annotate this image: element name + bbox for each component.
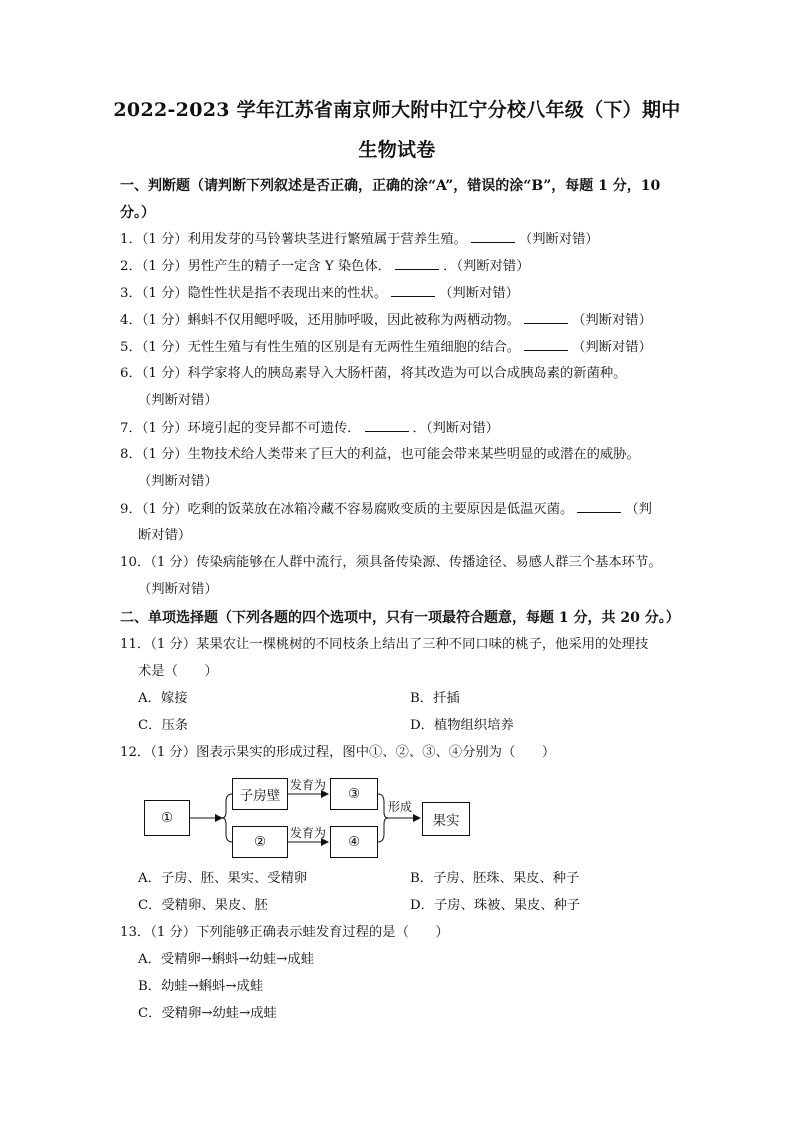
answer-blank (577, 499, 621, 513)
question-8-cont: （判断对错） (138, 474, 218, 489)
section2-heading: 二、单项选择题（下列各题的四个选项中，只有一项最符合题意，每题 1 分，共 20 分。） (120, 610, 680, 626)
left-brace (222, 794, 232, 842)
label-develop-1: 发育为 (290, 778, 327, 792)
question-6: 6．（1 分）科学家将人的胰岛素导入大肠杆菌，将其改造为可以合成胰岛素的新菌种。 (120, 366, 627, 381)
page-title-line1: 2022-2023 学年江苏省南京师大附中江宁分校八年级（下）期中 (113, 99, 681, 121)
option-a: A．嫁接 (138, 691, 188, 706)
label-form: 形成 (388, 800, 413, 814)
question-text: 9．（1 分）吃剩的饭菜放在冰箱冷藏不容易腐败变质的主要原因是低温灭菌。 (120, 502, 574, 517)
box-3: ③ (330, 778, 378, 810)
option-a: A．子房、胚、果实、受精卵 (138, 871, 308, 886)
box-1: ① (144, 800, 190, 836)
question-text: 7．（1 分）环境引起的变异都不可遗传． (120, 421, 361, 436)
fruit-formation-diagram (140, 772, 480, 864)
answer-blank (524, 337, 568, 351)
question-8: 8．（1 分）生物技术给人类带来了巨大的利益，也可能会带来某些明显的或潜在的威胁。 (120, 447, 640, 462)
question-9 (120, 499, 652, 520)
section1-heading-cont: 分。） (120, 205, 155, 221)
answer-blank (391, 283, 435, 297)
section1-heading: 一、判断题（请判断下列叙述是否正确，正确的涂“A”，错误的涂“B”，每题 1 分，10 (120, 178, 661, 194)
question-1 (120, 229, 599, 250)
question-text: 3．（1 分）隐性性状是指不表现出来的性状。 (120, 286, 388, 301)
question-13: 13．（1 分）下列能够正确表示蛙发育过程的是（ ） (120, 925, 449, 940)
option-b: B．幼蛙→蝌蚪→成蛙 (138, 979, 264, 994)
question-tail: ．（判断对错） (443, 259, 530, 274)
answer-blank (524, 310, 568, 324)
question-11: 11．（1 分）某果农让一棵桃树的不同枝条上结出了三种不同口味的桃子，他采用的处理技 (120, 637, 649, 652)
right-brace (378, 794, 388, 842)
option-d: D．植物组织培养 (410, 718, 514, 733)
box-ovary-wall: 子房壁 (232, 778, 288, 810)
question-text: 2．（1 分）男性产生的精子一定含 Y 染色体． (120, 259, 392, 274)
question-11-cont: 术是（ ） (138, 664, 218, 679)
question-text: 1．（1 分）利用发芽的马铃薯块茎进行繁殖属于营养生殖。 (120, 232, 467, 247)
question-text: 5．（1 分）无性生殖与有性生殖的区别是有无两性生殖细胞的结合。 (120, 340, 521, 355)
box-2: ② (232, 826, 288, 858)
question-10-cont: （判断对错） (138, 582, 218, 597)
question-tail: ．（判断对错） (412, 421, 499, 436)
option-d: D．子房、珠被、果皮、种子 (410, 898, 581, 913)
question-tail: （判断对错） (572, 340, 652, 355)
page-title-line2: 生物试卷 (358, 139, 436, 161)
box-4: ④ (330, 826, 378, 858)
answer-blank (395, 256, 439, 270)
question-5 (120, 337, 652, 358)
question-tail: （判 (625, 502, 652, 517)
question-4 (120, 310, 652, 331)
question-7 (120, 418, 499, 439)
option-a: A．受精卵→蝌蚪→幼蛙→成蛙 (138, 952, 314, 967)
option-c: C．压条 (138, 718, 189, 733)
question-text: 4．（1 分）蝌蚪不仅用鳃呼吸，还用肺呼吸，因此被称为两栖动物。 (120, 313, 521, 328)
question-9-cont: 断对错） (138, 528, 192, 543)
question-10: 10．（1 分）传染病能够在人群中流行，须具备传染源、传播途径、易感人群三个基本环节。 (120, 555, 662, 570)
label-develop-2: 发育为 (290, 826, 327, 840)
question-6-cont: （判断对错） (138, 393, 218, 408)
question-tail: （判断对错） (439, 286, 519, 301)
answer-blank (365, 418, 409, 432)
box-fruit: 果实 (422, 802, 470, 836)
question-2 (120, 256, 530, 277)
answer-blank (471, 229, 515, 243)
option-c: C．受精卵→幼蛙→成蛙 (138, 1006, 277, 1021)
question-tail: （判断对错） (518, 232, 599, 247)
question-12: 12．（1 分）图表示果实的形成过程，图中①、②、③、④分别为（ ） (120, 745, 556, 760)
option-b: B．子房、胚珠、果皮、种子 (410, 871, 580, 886)
option-b: B．扦插 (410, 691, 460, 706)
question-tail: （判断对错） (572, 313, 652, 328)
question-3 (120, 283, 519, 304)
option-c: C．受精卵、果皮、胚 (138, 898, 268, 913)
